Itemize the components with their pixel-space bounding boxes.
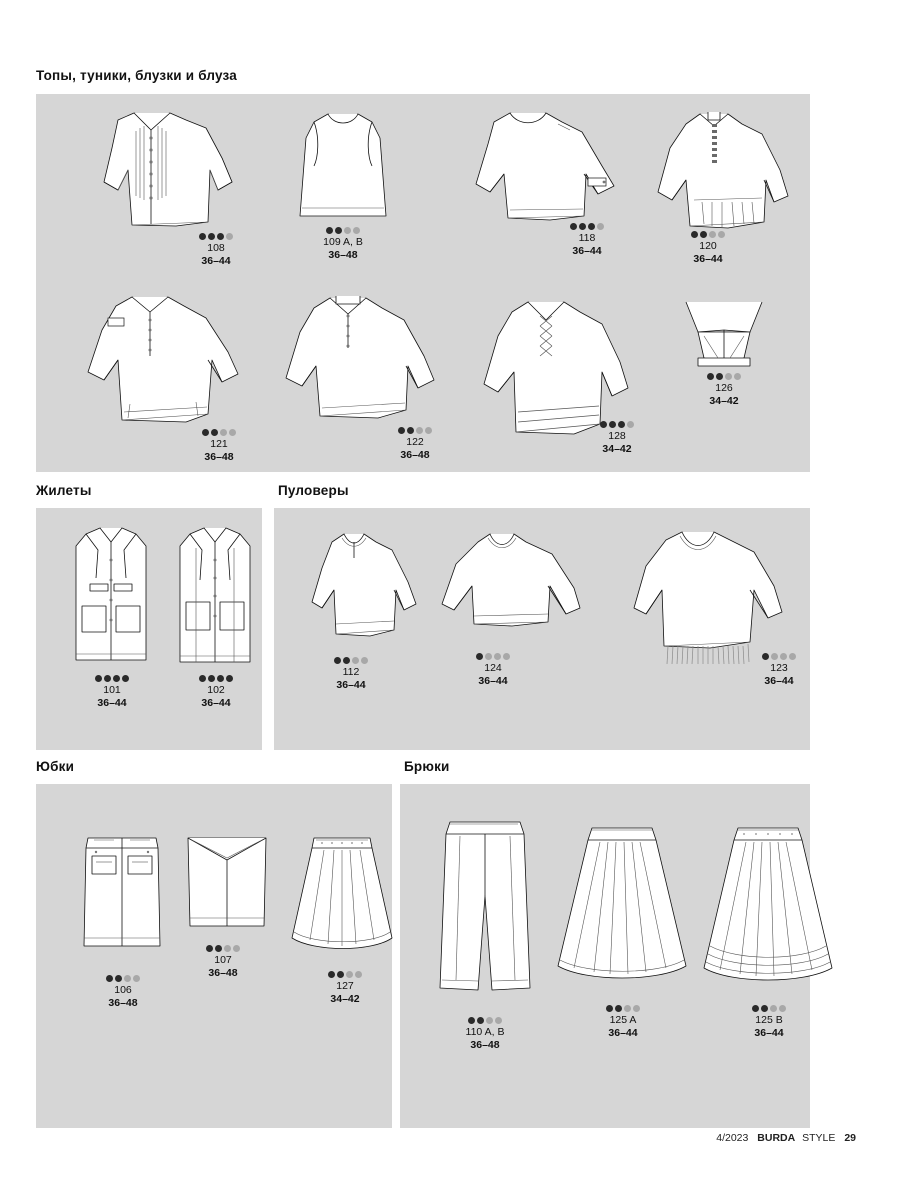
caption-110	[442, 1016, 528, 1052]
model-sizes-125a: 36–44	[608, 1026, 638, 1039]
caption-125a	[582, 1004, 664, 1040]
caption-101	[74, 674, 150, 710]
garment-109[interactable]	[268, 104, 418, 264]
model-number-106: 106	[114, 984, 132, 996]
difficulty-dots-128	[576, 420, 658, 429]
model-sizes-107: 36–48	[208, 966, 238, 979]
model-number-112: 112	[342, 666, 360, 678]
garment-125b[interactable]	[694, 816, 844, 1046]
section-title-vests: Жилеты	[36, 483, 92, 498]
garment-122[interactable]	[256, 286, 446, 461]
model-number-121: 121	[210, 438, 228, 450]
caption-124	[452, 652, 534, 688]
caption-108	[176, 232, 256, 268]
footer-page-number: 29	[844, 1132, 856, 1144]
difficulty-dots-118	[546, 222, 628, 231]
model-number-107: 107	[214, 954, 232, 966]
difficulty-dots-124	[452, 652, 534, 661]
garment-123[interactable]	[620, 524, 794, 704]
model-sizes-123: 36–44	[764, 674, 794, 687]
model-number-124: 124	[484, 662, 502, 674]
difficulty-dots-121	[178, 428, 260, 437]
caption-125b	[728, 1004, 810, 1040]
difficulty-dots-112	[310, 656, 392, 665]
difficulty-dots-125b	[728, 1004, 810, 1013]
garment-126[interactable]	[664, 296, 784, 406]
garment-128[interactable]	[456, 290, 636, 460]
garment-118[interactable]	[438, 104, 623, 257]
model-number-125a: 125 A	[609, 1014, 637, 1026]
garment-107[interactable]	[172, 826, 282, 986]
caption-107	[182, 944, 264, 980]
difficulty-dots-108	[176, 232, 256, 241]
section-title-pants: Брюки	[404, 759, 450, 774]
difficulty-dots-122	[374, 426, 456, 435]
caption-122	[374, 426, 456, 462]
garment-127[interactable]	[284, 826, 404, 1006]
model-sizes-109: 36–48	[328, 248, 358, 261]
model-number-127: 127	[336, 980, 354, 992]
model-sizes-108: 36–44	[201, 254, 231, 267]
model-number-128: 128	[608, 430, 626, 442]
model-number-110: 110 A, B	[465, 1026, 505, 1038]
model-sizes-121: 36–48	[204, 450, 234, 463]
model-sizes-122: 36–48	[400, 448, 430, 461]
garment-106[interactable]	[62, 826, 182, 1016]
caption-109	[296, 226, 390, 262]
model-sizes-120: 36–44	[693, 252, 723, 265]
footer-brand: BURDA	[757, 1132, 796, 1144]
caption-123	[738, 652, 820, 688]
garment-121[interactable]	[56, 286, 246, 463]
model-sizes-125b: 36–44	[754, 1026, 784, 1039]
difficulty-dots-102	[178, 674, 254, 683]
model-number-125b: 125 B	[755, 1014, 783, 1026]
difficulty-dots-110	[442, 1016, 528, 1025]
difficulty-dots-101	[74, 674, 150, 683]
footer-issue: 4/2023	[716, 1132, 749, 1144]
section-title-skirts: Юбки	[36, 759, 75, 774]
model-sizes-102: 36–44	[201, 696, 231, 709]
caption-128	[576, 420, 658, 456]
model-sizes-118: 36–44	[572, 244, 602, 257]
model-number-101: 101	[103, 684, 121, 696]
caption-106	[82, 974, 164, 1010]
model-number-108: 108	[207, 242, 225, 254]
caption-127	[304, 970, 386, 1006]
model-number-118: 118	[578, 232, 596, 244]
model-sizes-101: 36–44	[97, 696, 127, 709]
difficulty-dots-107	[182, 944, 264, 953]
garment-112[interactable]	[292, 524, 432, 694]
garment-125a[interactable]	[548, 816, 698, 1046]
difficulty-dots-109	[296, 226, 390, 235]
difficulty-dots-127	[304, 970, 386, 979]
difficulty-dots-120	[668, 230, 748, 239]
garment-120[interactable]	[628, 104, 798, 264]
model-number-120: 120	[699, 240, 717, 252]
difficulty-dots-106	[82, 974, 164, 983]
model-sizes-124: 36–44	[478, 674, 508, 687]
difficulty-dots-126	[682, 372, 766, 381]
garment-101[interactable]	[56, 520, 166, 720]
difficulty-dots-123	[738, 652, 820, 661]
section-title-tops: Топы, туники, блузки и блуза	[36, 68, 237, 83]
section-title-pullovers: Пуловеры	[278, 483, 349, 498]
model-sizes-112: 36–44	[336, 678, 366, 691]
footer-brand-style: STYLE	[802, 1132, 836, 1144]
caption-118	[546, 222, 628, 258]
garment-108[interactable]	[56, 104, 246, 267]
garment-124[interactable]	[428, 524, 588, 694]
model-number-109: 109 A, B	[323, 236, 363, 248]
model-number-126: 126	[715, 382, 733, 394]
caption-112	[310, 656, 392, 692]
model-number-102: 102	[207, 684, 225, 696]
model-sizes-106: 36–48	[108, 996, 138, 1009]
garment-102[interactable]	[160, 520, 270, 720]
caption-121	[178, 428, 260, 464]
model-sizes-127: 34–42	[330, 992, 360, 1005]
model-number-122: 122	[406, 436, 424, 448]
model-sizes-128: 34–42	[602, 442, 632, 455]
difficulty-dots-125a	[582, 1004, 664, 1013]
page-footer	[716, 1132, 856, 1144]
model-number-123: 123	[770, 662, 788, 674]
caption-126	[682, 372, 766, 408]
model-sizes-110: 36–48	[470, 1038, 500, 1051]
caption-120	[668, 230, 748, 266]
model-sizes-126: 34–42	[709, 394, 739, 407]
caption-102	[178, 674, 254, 710]
garment-110[interactable]	[420, 810, 550, 1060]
